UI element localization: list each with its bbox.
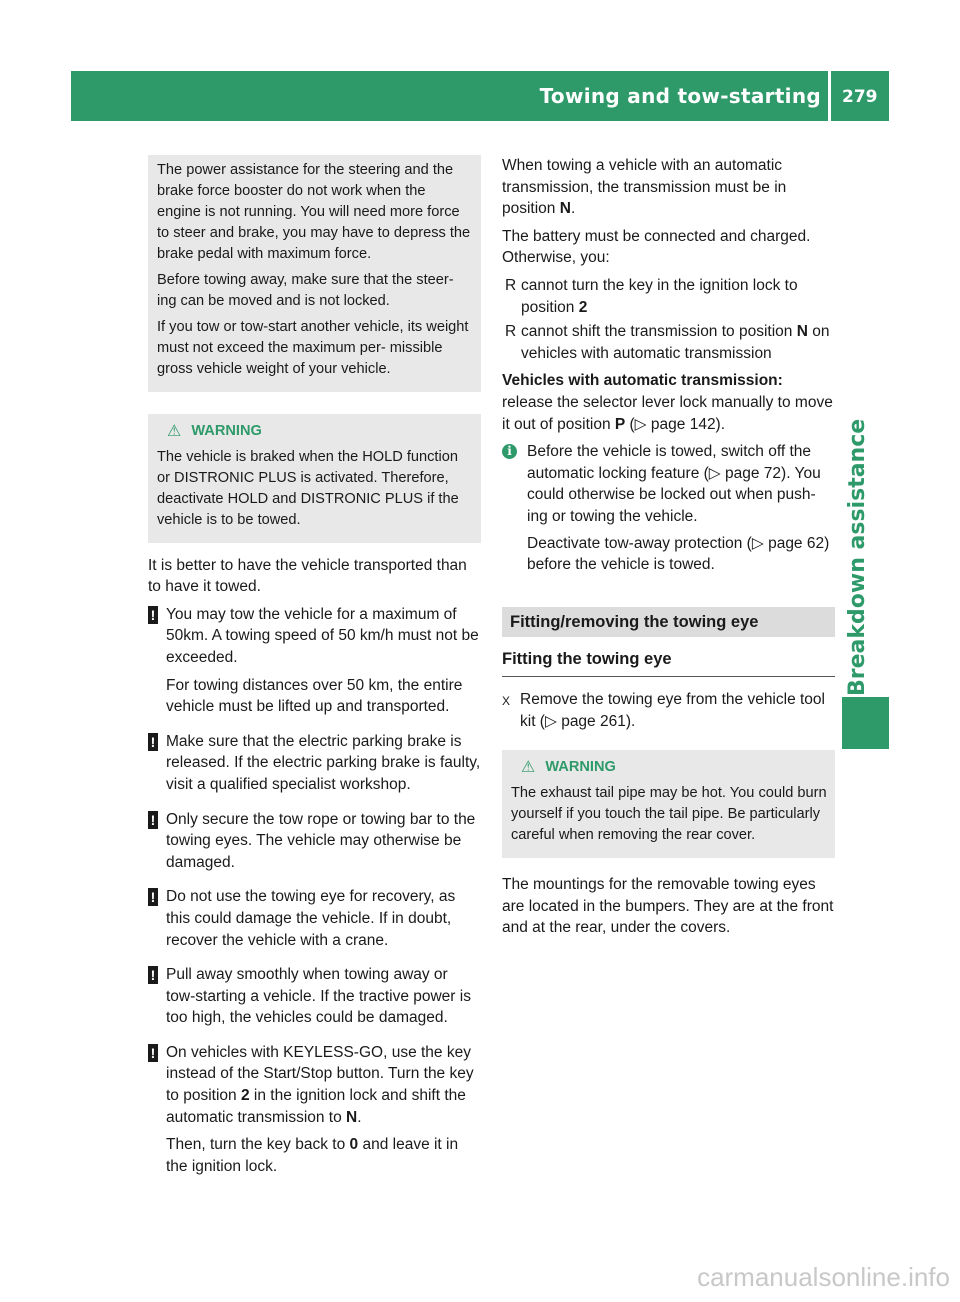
bullet-icon: R [505,323,517,341]
note-item [148,886,481,957]
warning-text: The exhaust tail pipe may be hot. You could burn yourself if you touch the tail pipe. Be particularly careful when removing the rear cover. [511,785,827,844]
note-text: Make sure that the electric parking brake is released. If the electric parking brake is faulty, visit a qualified specialist workshop. [166,732,481,793]
warning-label: WARNING [545,759,616,776]
mountings-paragraph: The mountings for the removable towing eyes are located in the bumpers. They are at the front and at the rear, under the covers. [502,876,834,937]
watermark: carmanualsonline.info [697,1262,950,1292]
warning-heading [157,421,473,443]
warning-box [502,750,835,858]
box-paragraph: The power assistance for the steering and the brake force booster do not work when the engine is not running. You will need more force to steer and brake, you may have to depress the brake pedal with maximum force. [157,162,471,262]
side-section-label: Breakdown assistance [845,418,870,696]
intro-paragraph: It is better to have the vehicle transported than to have it towed. [148,556,467,596]
exclamation-icon: ! [148,966,158,984]
bullet-text: cannot turn the key in the ignition lock to position 2 [521,276,798,316]
warning-box [148,414,481,543]
note-item [148,731,481,802]
chapter-title: Towing and tow-starting [539,84,821,108]
header-bar [71,71,889,121]
page-number: 279 [842,87,878,107]
note-item [148,809,481,880]
battery-paragraph: The battery must be connected and charged. Otherwise, you: [502,227,811,267]
warning-heading [511,757,827,779]
subsection-heading: Fitting the towing eye [502,649,835,678]
section-heading: Fitting/removing the towing eye [502,607,835,637]
note-text: Only secure the tow rope or towing bar to the towing eyes. The vehicle may otherwise be damaged. [166,810,476,871]
box-paragraph: If you tow or tow-start another vehicle, its weight must not exceed the maximum per- missible gross vehicle weight of your vehicle. [157,319,469,377]
bullet-icon: R [505,276,517,294]
box-paragraph: Before towing away, make sure that the steer- ing can be moved and is not locked. [157,272,454,309]
automatic-paragraph: When towing a vehicle with an automatic transmission, the transmission must be in position N. [502,157,787,218]
exclamation-icon: ! [148,811,158,829]
vat-paragraph: Vehicles with automatic transmission: release the selector lever lock manually to move it out of position P (▷ page 142). [502,372,833,433]
exclamation-icon: ! [148,888,158,906]
note-text: You may tow the vehicle for a maximum of 50km. A towing speed of 50 km/h must not be exceeded. [166,605,479,666]
note-item [148,964,481,1035]
note-item [148,604,481,724]
warning-triangle-icon: ⚠ [167,423,182,440]
note-text: For towing distances over 50 km, the entire vehicle must be lifted up and transported. [166,676,463,716]
info-text: Before the vehicle is towed, switch off the automatic locking feature (▷ page 72). You could otherwise be locked out when push- ing or towing the vehicle. [527,443,821,525]
warning-text: The vehicle is braked when the HOLD function or DISTRONIC PLUS is activated. Therefore, deactivate HOLD and DISTRONIC PLUS if the vehicle is to be towed. [157,448,459,528]
side-tab-block [842,697,889,749]
exclamation-icon: ! [148,1044,158,1062]
info-box [148,155,481,392]
exclamation-icon: ! [148,733,158,751]
bullet-item [502,321,835,364]
step-item [502,689,835,732]
exclamation-icon: ! [148,606,158,624]
note-text: Pull away smoothly when towing away or tow-starting a vehicle. If the tractive power is too high, the vehicles could be damaged. [166,966,471,1027]
note-item [148,1042,481,1184]
info-note [502,441,835,581]
note-text: Do not use the towing eye for recovery, as this could damage the vehicle. If in doubt, recover the vehicle with a crane. [166,888,456,949]
bullet-item [502,275,835,318]
warning-label: WARNING [191,423,262,439]
info-icon: i [502,444,517,459]
note-text: Then, turn the key back to 0 and leave it in the ignition lock. [166,1136,459,1175]
step-arrow-icon: X [502,694,511,709]
warning-triangle-icon: ⚠ [521,759,536,777]
right-column [502,155,835,945]
info-text: Deactivate tow-away protection (▷ page 62) before the vehicle is towed. [527,534,830,574]
left-column [148,155,481,1190]
bullet-text: cannot shift the transmission to position N on vehicles with automatic transmission [521,323,830,362]
note-text: On vehicles with KEYLESS-GO, use the key instead of the Start/Stop button. Turn the key to position 2 in the ignition lock and shift the automatic transmission to N. [166,1043,474,1126]
header-separator [828,71,831,121]
step-text: Remove the towing eye from the vehicle tool kit (▷ page 261). [520,691,825,730]
